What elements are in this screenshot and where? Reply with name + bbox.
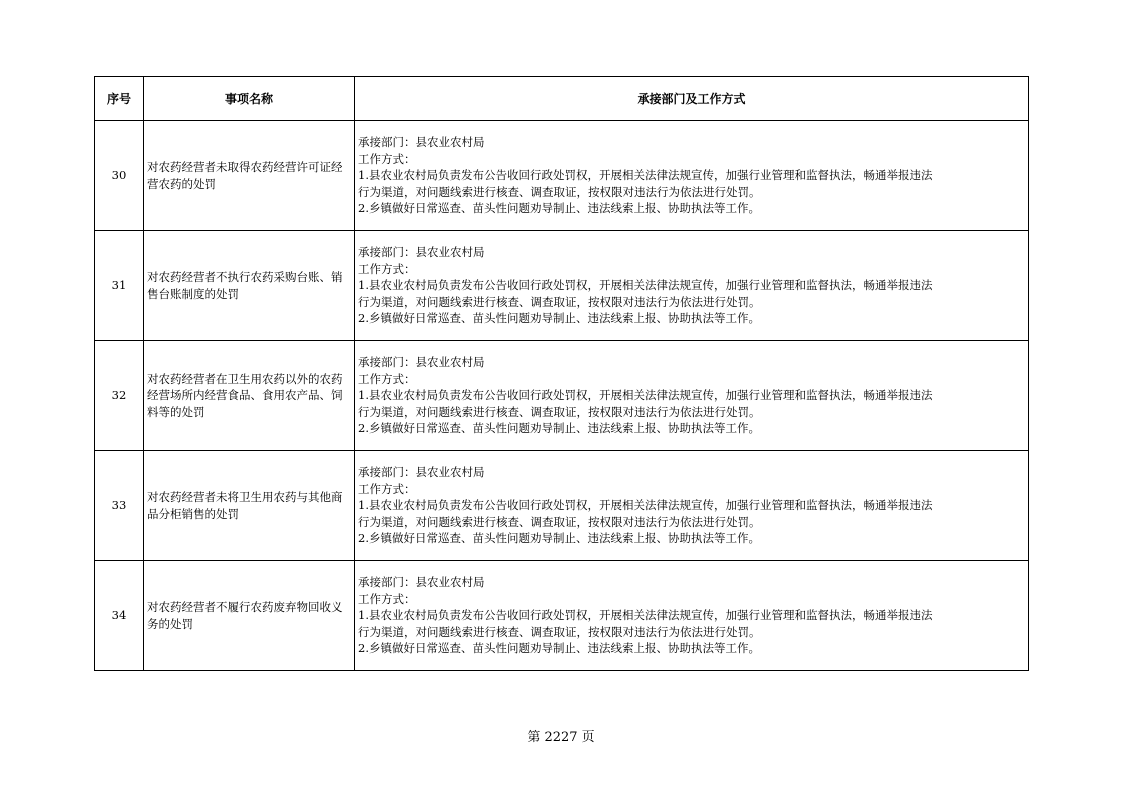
department-method-cell xyxy=(355,451,1029,561)
item-name-cell: 对农药经营者未取得农药经营许可证经营农药的处罚 xyxy=(144,121,355,231)
method-item-1-line-2: 行为渠道，对问题线索进行核查、调查取证，按权限对违法行为依法进行处罚。 xyxy=(358,294,761,309)
serial-number-cell: 33 xyxy=(95,451,144,561)
department-method-cell xyxy=(355,121,1029,231)
method-item-1-line-1: 1.县农业农村局负责发布公告收回行政处罚权，开展相关法律法规宣传，加强行业管理和监督执法，畅通举报违法 xyxy=(358,498,933,513)
department-line: 承接部门：县农业农村局 xyxy=(358,135,485,150)
header-department-method: 承接部门及工作方式 xyxy=(355,77,1029,121)
method-item-1-line-1: 1.县农业农村局负责发布公告收回行政处罚权，开展相关法律法规宣传，加强行业管理和监督执法，畅通举报违法 xyxy=(358,388,933,403)
department-method-cell xyxy=(355,561,1029,671)
table-row xyxy=(95,561,1029,671)
table-row xyxy=(95,121,1029,231)
header-serial-number: 序号 xyxy=(95,77,144,121)
department-line: 承接部门：县农业农村局 xyxy=(358,575,485,590)
department-method-cell xyxy=(355,341,1029,451)
department-line: 承接部门：县农业农村局 xyxy=(358,245,485,260)
serial-number-cell: 31 xyxy=(95,231,144,341)
work-method-label: 工作方式： xyxy=(358,261,416,276)
method-item-2: 2.乡镇做好日常巡查、苗头性问题劝导制止、违法线索上报、协助执法等工作。 xyxy=(358,531,760,546)
serial-number-cell: 30 xyxy=(95,121,144,231)
method-item-2: 2.乡镇做好日常巡查、苗头性问题劝导制止、违法线索上报、协助执法等工作。 xyxy=(358,641,760,656)
method-item-2: 2.乡镇做好日常巡查、苗头性问题劝导制止、违法线索上报、协助执法等工作。 xyxy=(358,201,760,216)
method-item-1-line-2: 行为渠道，对问题线索进行核查、调查取证，按权限对违法行为依法进行处罚。 xyxy=(358,624,761,639)
method-item-1-line-1: 1.县农业农村局负责发布公告收回行政处罚权，开展相关法律法规宣传，加强行业管理和监督执法，畅通举报违法 xyxy=(358,608,933,623)
serial-number-cell: 34 xyxy=(95,561,144,671)
method-item-1-line-2: 行为渠道，对问题线索进行核查、调查取证，按权限对违法行为依法进行处罚。 xyxy=(358,184,761,199)
table-header-row xyxy=(95,77,1029,121)
work-method-label: 工作方式： xyxy=(358,591,416,606)
method-item-1-line-1: 1.县农业农村局负责发布公告收回行政处罚权，开展相关法律法规宣传，加强行业管理和监督执法，畅通举报违法 xyxy=(358,278,933,293)
method-item-2: 2.乡镇做好日常巡查、苗头性问题劝导制止、违法线索上报、协助执法等工作。 xyxy=(358,311,760,326)
department-line: 承接部门：县农业农村局 xyxy=(358,355,485,370)
department-line: 承接部门：县农业农村局 xyxy=(358,465,485,480)
item-name-cell: 对农药经营者未将卫生用农药与其他商品分柜销售的处罚 xyxy=(144,451,355,561)
method-item-1-line-2: 行为渠道，对问题线索进行核查、调查取证，按权限对违法行为依法进行处罚。 xyxy=(358,404,761,419)
table-row xyxy=(95,451,1029,561)
department-method-cell xyxy=(355,231,1029,341)
method-item-1-line-1: 1.县农业农村局负责发布公告收回行政处罚权，开展相关法律法规宣传，加强行业管理和监督执法，畅通举报违法 xyxy=(358,168,933,183)
item-name-cell: 对农药经营者在卫生用农药以外的农药经营场所内经营食品、食用农产品、饲料等的处罚 xyxy=(144,341,355,451)
table-row xyxy=(95,231,1029,341)
page-number: 第 2227 页 xyxy=(527,730,595,745)
method-item-2: 2.乡镇做好日常巡查、苗头性问题劝导制止、违法线索上报、协助执法等工作。 xyxy=(358,421,760,436)
item-name-cell: 对农药经营者不执行农药采购台账、销售台账制度的处罚 xyxy=(144,231,355,341)
work-method-label: 工作方式： xyxy=(358,151,416,166)
item-name-cell: 对农药经营者不履行农药废弃物回收义务的处罚 xyxy=(144,561,355,671)
header-item-name: 事项名称 xyxy=(144,77,355,121)
table-row xyxy=(95,341,1029,451)
items-table xyxy=(94,76,1029,671)
work-method-label: 工作方式： xyxy=(358,371,416,386)
method-item-1-line-2: 行为渠道，对问题线索进行核查、调查取证，按权限对违法行为依法进行处罚。 xyxy=(358,514,761,529)
serial-number-cell: 32 xyxy=(95,341,144,451)
work-method-label: 工作方式： xyxy=(358,481,416,496)
